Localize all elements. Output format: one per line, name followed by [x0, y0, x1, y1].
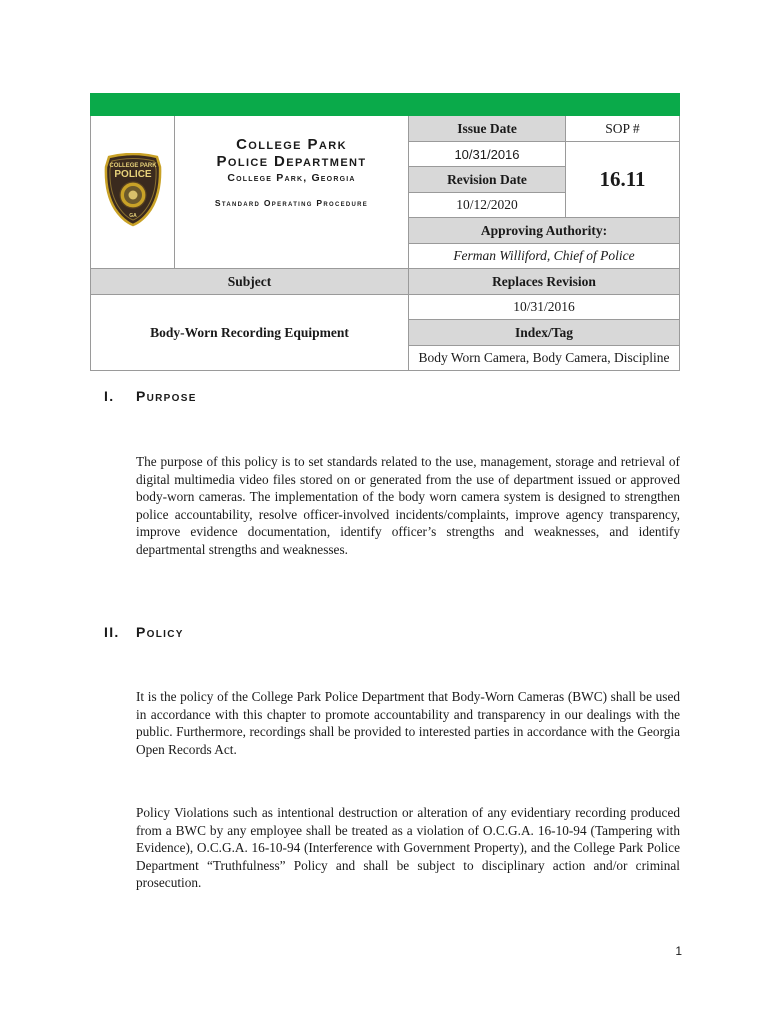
badge-state-text: GA	[128, 213, 137, 219]
department-city: College Park, Georgia	[227, 172, 356, 184]
sop-number-label: SOP #	[566, 116, 680, 142]
section-title: Purpose	[136, 388, 197, 404]
subject-label: Subject	[91, 269, 409, 295]
issue-date-value: 10/31/2016	[409, 142, 566, 167]
section-number: I.	[104, 388, 115, 404]
department-info-cell	[175, 116, 409, 269]
section-heading-purpose	[104, 386, 197, 406]
sop-number-value: 16.11	[566, 142, 680, 218]
section-number: II.	[104, 624, 120, 640]
index-tag-label: Index/Tag	[409, 320, 680, 346]
department-name-line2: Police Department	[216, 153, 367, 170]
revision-date-value: 10/12/2020	[409, 193, 566, 218]
index-tag-value: Body Worn Camera, Body Camera, Discipline	[409, 346, 680, 371]
revision-date-label: Revision Date	[409, 167, 566, 193]
badge-cell	[91, 116, 175, 269]
approving-authority-value: Ferman Williford, Chief of Police	[409, 244, 680, 269]
badge-main-text: POLICE	[113, 169, 152, 180]
replaces-revision-label: Replaces Revision	[409, 269, 680, 295]
department-name-line1: College Park	[236, 136, 347, 153]
subject-value: Body-Worn Recording Equipment	[91, 295, 409, 371]
badge-top-text: COLLEGE PARK	[108, 163, 157, 169]
policy-paragraph-1: It is the policy of the College Park Police Department that Body-Worn Cameras (BWC) shall be used in accordance with this chapter to promote accountability and transparency in our dealings with the public. Furthermore, recordings shall be provided to interested parties in accordance with the Georgia Open Records Act.	[136, 689, 680, 757]
section-title: Policy	[136, 624, 184, 640]
sop-header-table	[90, 93, 680, 371]
policy-paragraph-2: Policy Violations such as intentional destruction or alteration of any evidentiary recording produced from a BWC by any employee shall be treated as a violation of O.C.G.A. 16-10-94 (Tampering with Evidence), O.C.G.A. 16-10-94 (Interference with Government Property), and the College Park Police Department “Truthfulness” Policy and shall be subject to disciplinary action and/or criminal prosecution.	[136, 805, 680, 891]
header-green-bar	[91, 94, 680, 116]
purpose-paragraph: The purpose of this policy is to set standards related to the use, management, storage and retrieval of digital multimedia video files stored on or generated from the use of department issued or approved body-worn cameras. The implementation of the body worn camera system is designed to strengthen police accountability, resolve officer-involved incidents/complaints, improve agency transparency, improve evidence documentation, identify officer’s strengths and weaknesses, and identify departmental strengths and weaknesses.	[136, 454, 680, 557]
page-number: 1	[675, 944, 682, 958]
approving-authority-label: Approving Authority:	[409, 218, 680, 244]
document-type: Standard Operating Procedure	[214, 198, 369, 208]
section-heading-policy	[104, 622, 184, 642]
police-badge-icon	[103, 153, 163, 227]
replaces-revision-value: 10/31/2016	[409, 295, 680, 320]
issue-date-label: Issue Date	[409, 116, 566, 142]
